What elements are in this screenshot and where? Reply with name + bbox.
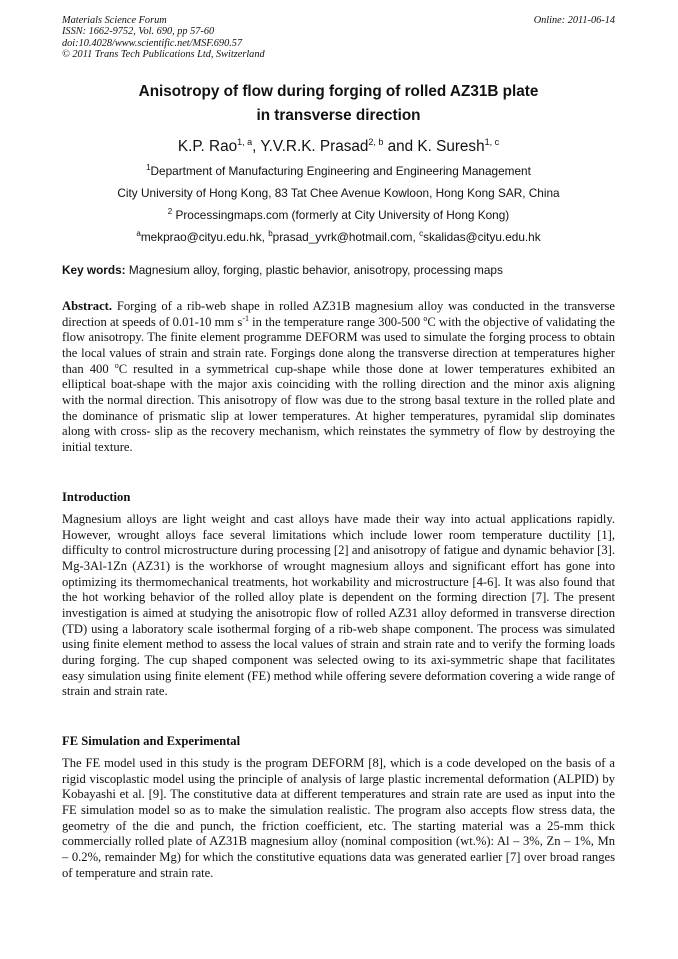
introduction-heading: Introduction <box>62 490 131 504</box>
email-c-sup: c <box>419 229 424 238</box>
author-prasad-sup: 2, b <box>368 137 384 147</box>
fe-simulation-paragraph: The FE model used in this study is the program DEFORM [8], which is a code developed on the basis of a rigid viscoplastic model using the principle of analysis of large plastic incremental deformation (ALPID) by Kobayashi et al. [9]. The constitutive data at different temperatures and strain rate are used as input into the FE simulation model so as to make the simulation realistic. The program also accepts flow stress data, the geometry of the die and punch, the friction coefficient, etc. The starting material was a 25-mm thick commercially rolled plate of AZ31B magnesium alloy (nominal composition (wt.%): Al – 3%, Zn – 1%, Mn – 0.2%, remainder Mg) for which the constitutive equations data was generated earlier [7] over broad ranges of temperature and strain rate. <box>62 756 615 880</box>
author-rao: K.P. Rao <box>177 138 238 155</box>
author-rao-sup: 1, a <box>237 137 253 147</box>
abstract-sup-1: -1 <box>242 313 249 323</box>
email-b: prasad_yvrk@hotmail.com, <box>272 230 420 244</box>
email-b-sup: b <box>268 229 273 238</box>
abstract-text-3: C with the objective of validating the flow anisotropy. The finite element programme DEFORM was used to simulate the forging process to obtain the local values of strain and strain rate. Forgings done along the transverse direction at temperatures higher than 400 <box>62 314 615 376</box>
author-list <box>62 137 615 157</box>
abstract-sup-2: o <box>423 313 428 323</box>
abstract-text-4: C resulted in a symmetrical cup-shape while those done at lower temperatures exhibited an elliptical boat-shape with the major axis coinciding with the rolling direction and the minor axis aligning with the normal direction. This anisotropy of flow was due to the strong basal texture in the rolled plate and the dominance of prismatic slip at lower temperatures. At higher temperatures, pyramidal slip dominates along with cross- slip as the recovery mechanism, which reinstates the symmetry of flow by destroying the initial texture. <box>62 361 615 454</box>
affiliation-1-text: Department of Manufacturing Engineering and Engineering Management <box>150 164 531 178</box>
title-line-1: Anisotropy of flow during forging of rolled AZ31B plate <box>138 83 539 100</box>
doi-line: doi:10.4028/www.scientific.net/MSF.690.57 <box>62 37 243 49</box>
paper-title <box>62 80 615 127</box>
keywords-text: Magnesium alloy, forging, plastic behavior, anisotropy, processing maps <box>125 263 503 277</box>
affiliation-1-line-1 <box>62 164 615 179</box>
abstract-paragraph <box>62 299 615 456</box>
email-a: mekprao@cityu.edu.hk, <box>140 230 269 244</box>
author-suresh: K. Suresh <box>417 138 485 155</box>
copyright-line: © 2011 Trans Tech Publications Ltd, Switzerland <box>62 49 265 61</box>
email-a-sup: a <box>136 229 141 238</box>
abstract-sup-3: o <box>114 360 119 370</box>
author-emails <box>62 230 615 245</box>
online-date: Online: 2011-06-14 <box>533 15 615 26</box>
journal-header <box>62 15 615 61</box>
affiliation-2 <box>62 208 615 223</box>
affiliation-2-text: Processingmaps.com (formerly at City University of Hong Kong) <box>172 208 510 222</box>
author-sep-1: , <box>252 138 261 155</box>
email-c: skalidas@cityu.edu.hk <box>423 230 541 244</box>
author-suresh-sup: 1, c <box>484 137 500 147</box>
abstract-label: Abstract. <box>62 299 113 313</box>
author-prasad: Y.V.R.K. Prasad <box>260 138 369 155</box>
affiliation-1-sup: 1 <box>146 163 151 172</box>
author-sep-2: and <box>383 138 418 155</box>
abstract-text-1: Forging of a rib-web shape in rolled AZ31B magnesium alloy was conducted in the transverse direction at speeds of 0.01-10 mm s <box>62 299 615 329</box>
issn-line: ISSN: 1662-9752, Vol. 690, pp 57-60 <box>62 26 215 38</box>
journal-name: Materials Science Forum <box>62 15 167 26</box>
abstract-text-2: in the temperature range 300-500 <box>249 314 424 329</box>
title-line-2: in transverse direction <box>256 106 421 124</box>
affiliation-2-sup: 2 <box>167 207 173 216</box>
introduction-paragraph: Magnesium alloys are light weight and cast alloys have made their way into actual applications rapidly. However, wrought alloys face several limitations which include lower room temperature ductility [1], difficulty to control microstructure during processing [2] and anisotropy of fatigue and dynamic behavior [3]. Mg-3Al-1Zn (AZ31) is the workhorse of wrought magnesium alloys and significant effort has gone into optimizing its thermomechanical treatments, hot workability and microstructure [4-6]. It was also found that the hot working behavior of the rolled alloy plate is dependent on the forming direction [7]. The present investigation is aimed at studying the anisotropic flow of rolled AZ31 alloy deformed in transverse direction (TD) using a laboratory scale isothermal forging of a rib-web shape component. The process was simulated using finite element method to assess the local values of strain and strain rate and to verify the forming loads during forging. The cup shaped component was selected owing to its axi-symmetric shape that facilitates easy simulation using finite element (FE) method while offering severe deformation covering a wide range of strain and strain rate. <box>62 512 615 699</box>
fe-simulation-heading: FE Simulation and Experimental <box>62 734 241 748</box>
affiliation-1-line-2: City University of Hong Kong, 83 Tat Chee Avenue Kowloon, Hong Kong SAR, China <box>117 186 560 200</box>
keywords <box>62 263 615 278</box>
keywords-label: Key words: <box>62 263 126 277</box>
